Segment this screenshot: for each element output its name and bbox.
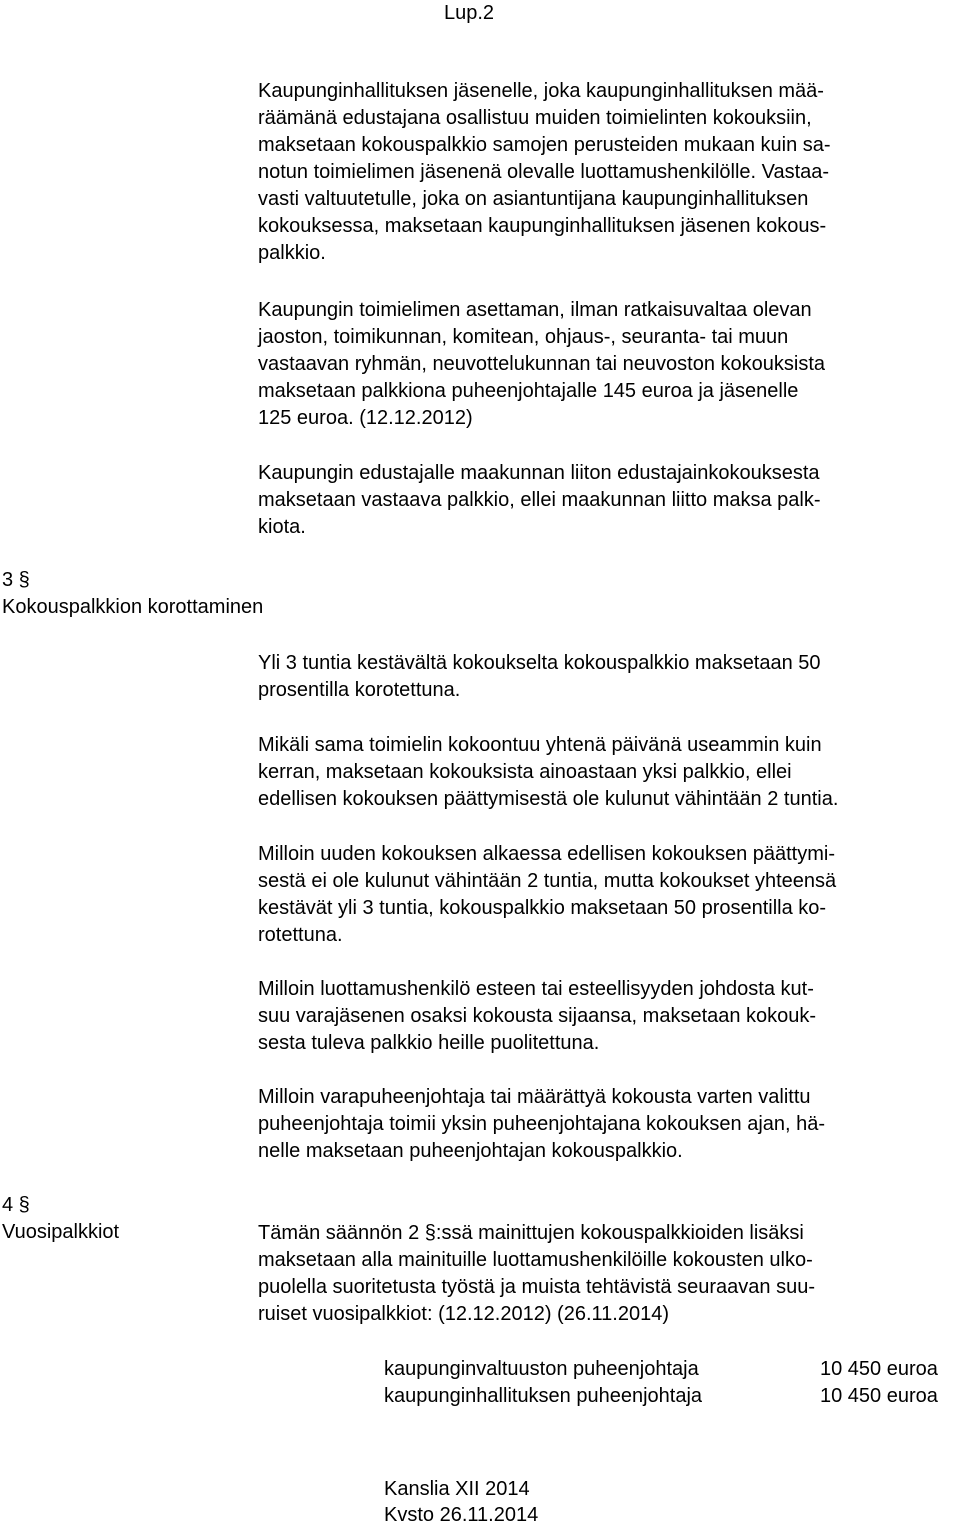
- paragraph-board-member-fees: Kaupunginhallituksen jäsenelle, joka kaupunginhallituksen mää- räämänä edustajana osallistuu muiden toimielinten kokouksiin, maksetaan kokouspalkkio samojen perusteiden mukaan kuin sa- notun toimielimen jäsenenä olevalle luottamushenkilölle. Vastaa- vasti valtuutetulle, joka on asiantuntijana kaupunginhallituksen kokouksessa, maksetaan kaupunginhallituksen jäsenen kokous- palkkio.: [258, 80, 831, 264]
- section-heading-4: 4 § Vuosipalkkiot: [2, 1194, 120, 1243]
- fee-role: kaupunginvaltuuston puheenjohtaja: [384, 1358, 699, 1380]
- fee-amount: 10 450 euroa: [820, 1385, 938, 1407]
- paragraph-long-meeting-increase: Yli 3 tuntia kestävältä kokoukselta kokouspalkkio maksetaan 50 prosentilla korotettuna.: [258, 652, 821, 701]
- paragraph-multiple-meetings-same-day: Mikäli sama toimielin kokoontuu yhtenä päivänä useammin kuin kerran, maksetaan kokouksista ainoastaan yksi palkkio, ellei edellisen kokouksen päättymisestä ole kulunut vähintään 2 tuntia.: [258, 734, 839, 810]
- paragraph-annual-fees-intro: Tämän säännön 2 §:ssä mainittujen kokouspalkkioiden lisäksi maksetaan alla mainituille luottamushenkilöille kokousten ulko- puolella suoritetusta työstä ja muista tehtävistä seuraavan suu- ruiset vuosipalkkiot: (12.12.2012) (26.11.2014): [258, 1222, 815, 1325]
- paragraph-consecutive-meetings: Milloin uuden kokouksen alkaessa edellisen kokouksen päättymi- sestä ei ole kulunut vähintään 2 tuntia, mutta kokoukset yhteensä kestävät yli 3 tuntia, kokouspalkkio maksetaan 50 prosentilla ko- rotettuna.: [258, 843, 837, 946]
- fee-amount: 10 450 euroa: [820, 1358, 938, 1380]
- fee-role: kaupunginhallituksen puheenjohtaja: [384, 1385, 703, 1407]
- paragraph-subcommittee-fees: Kaupungin toimielimen asettaman, ilman ratkaisuvaltaa olevan jaoston, toimikunnan, komitean, ohjaus-, seuranta- tai muun vastaavan ryhmän, neuvottelukunnan tai neuvoston kokouksista maksetaan palkkiona puheenjohtajalle 145 euroa ja jäsenelle 125 euroa. (12.12.2012): [258, 299, 826, 429]
- footer-office-reference: Kanslia XII 2014: [384, 1478, 530, 1500]
- paragraph-regional-council-fees: Kaupungin edustajalle maakunnan liiton edustajainkokouksesta maksetaan vastaava palkkio, ellei maakunnan liitto maksa palk- kiota.: [258, 462, 821, 538]
- paragraph-substitute-member: Milloin luottamushenkilö esteen tai esteellisyyden johdosta kut- suu varajäsenen osaksi kokousta sijaansa, maksetaan kokouk- sesta tuleva palkkio heille puolitettuna.: [258, 978, 817, 1054]
- paragraph-acting-chair: Milloin varapuheenjohtaja tai määrättyä kokousta varten valittu puheenjohtaja toimii yksin puheenjohtajana kokouksen ajan, hä- nelle maksetaan puheenjohtajan kokouspalkkio.: [258, 1086, 826, 1162]
- footer-council-date: Kvsto 26.11.2014: [384, 1504, 539, 1526]
- section-heading-3: 3 § Kokouspalkkion korottaminen: [2, 569, 264, 618]
- page-label: Lup.2: [444, 2, 495, 24]
